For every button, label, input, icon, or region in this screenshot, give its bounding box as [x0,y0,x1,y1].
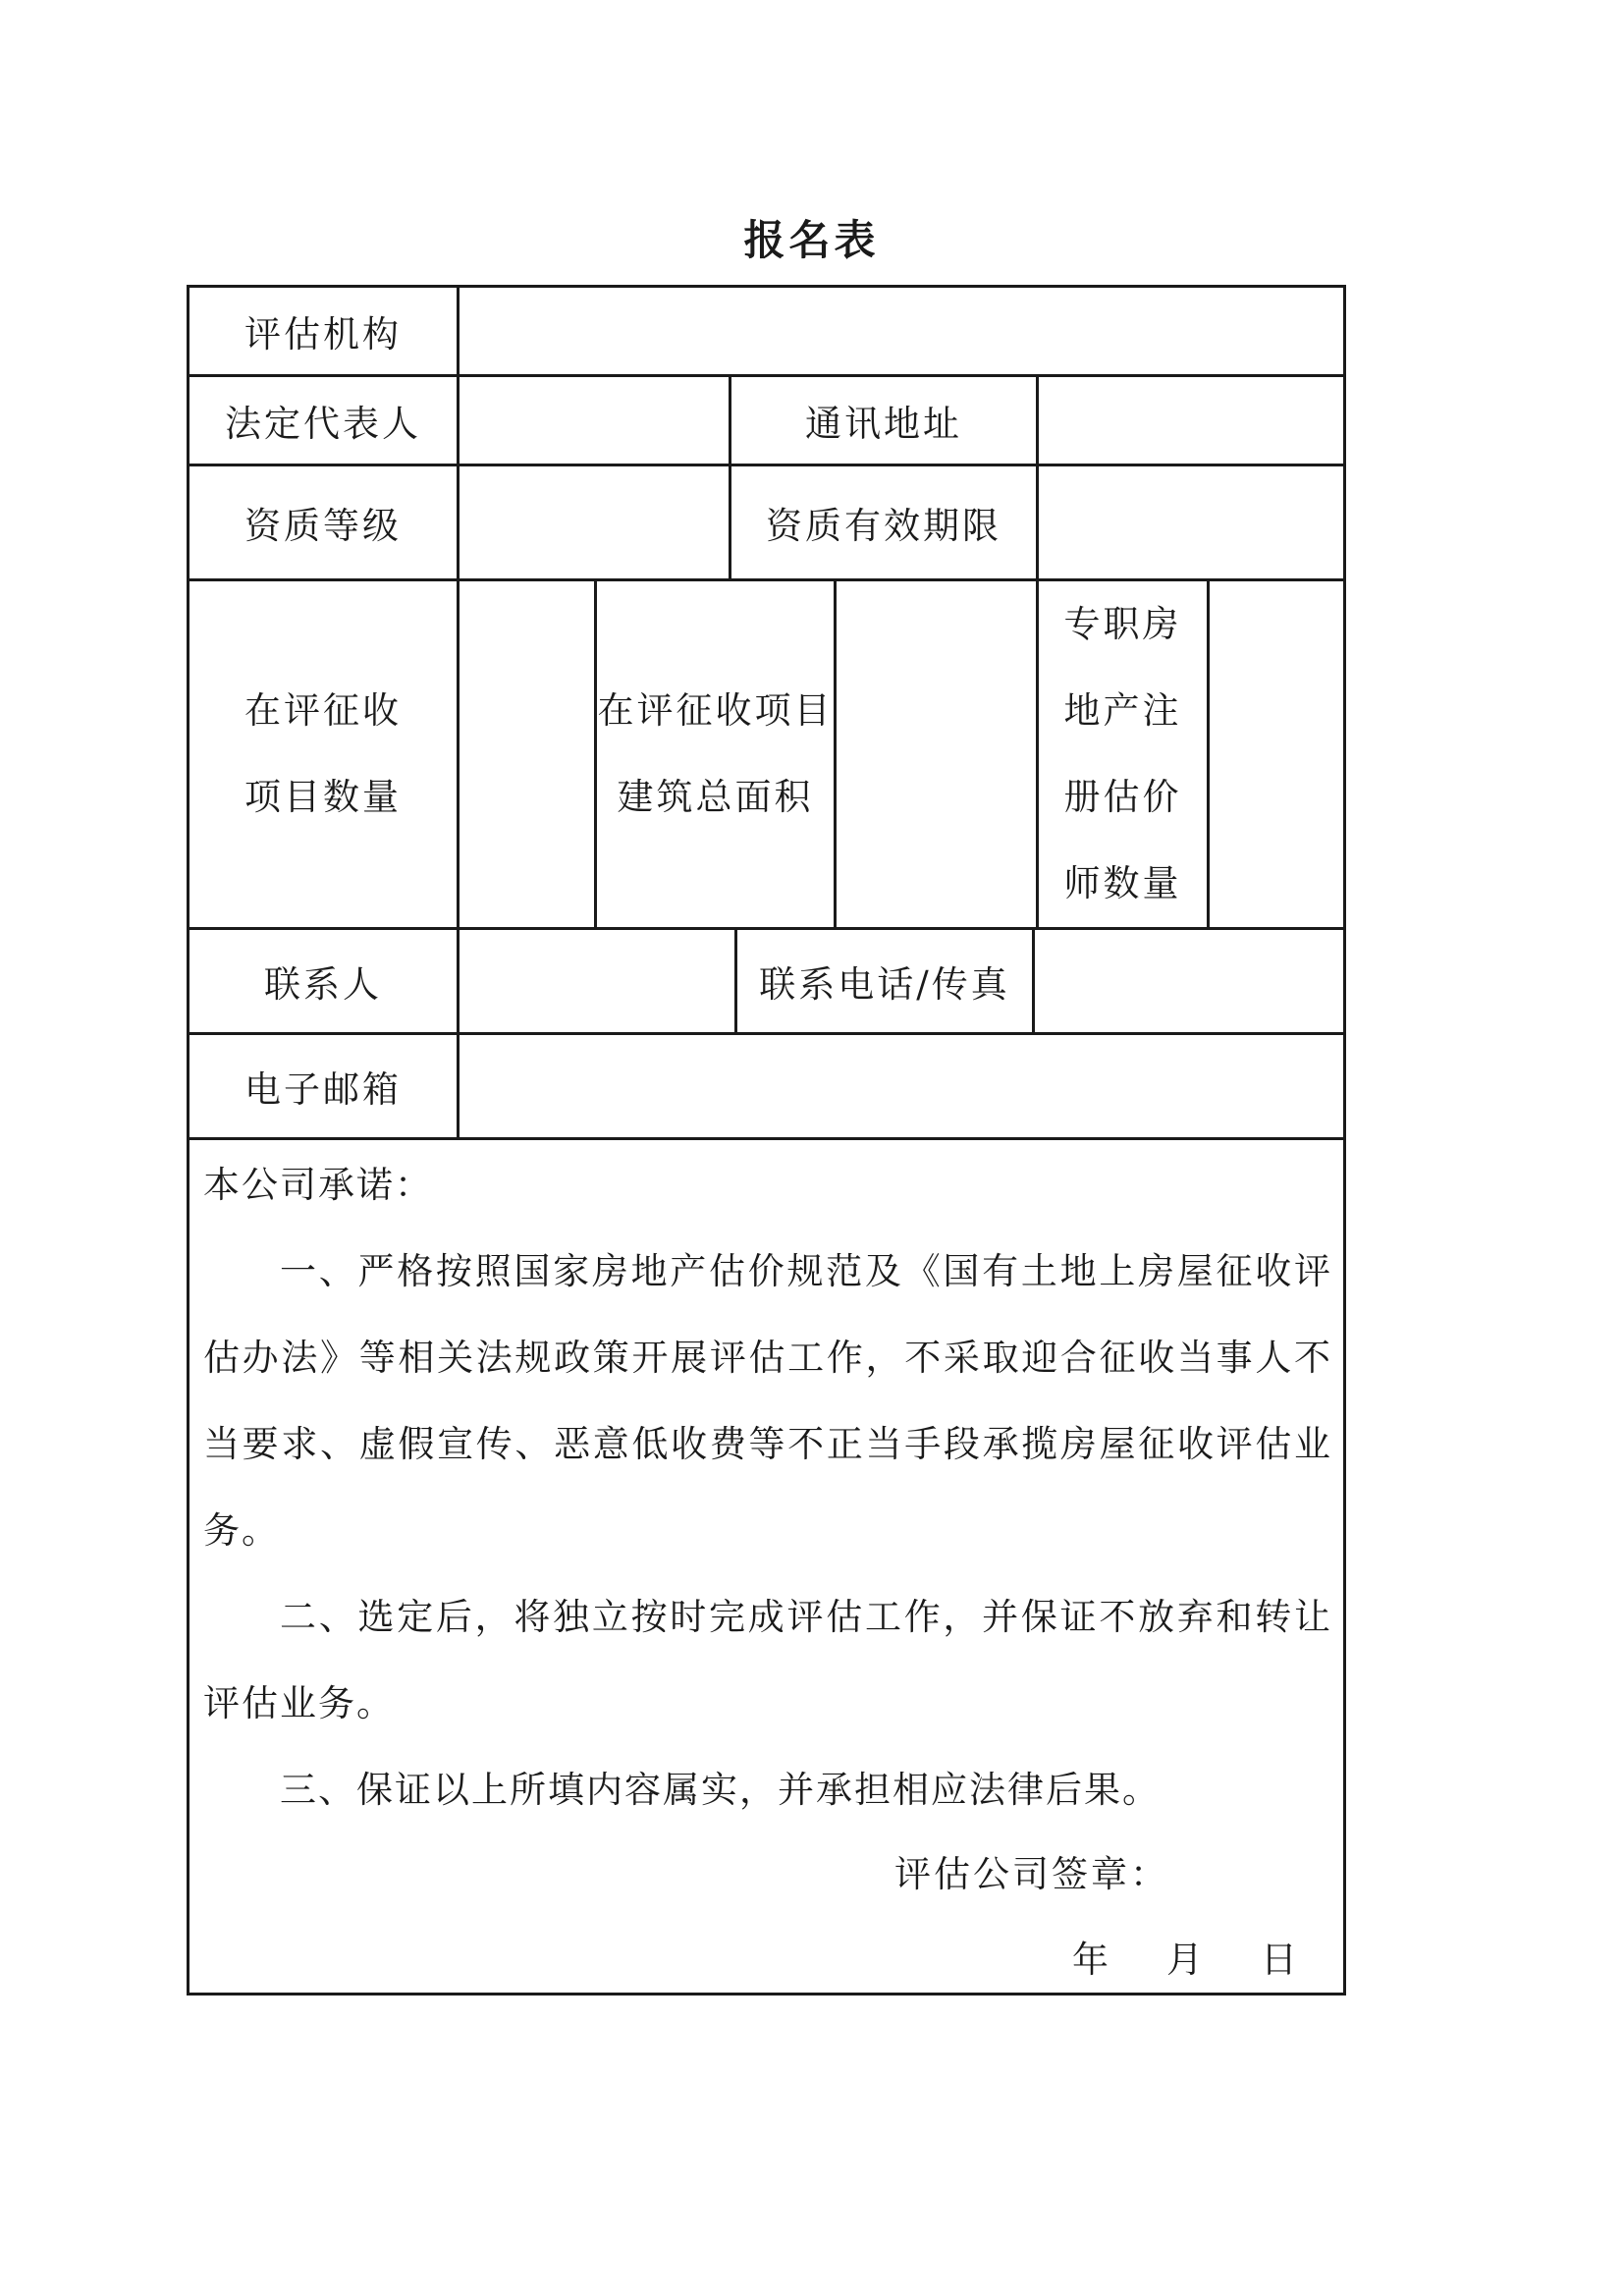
form-title: 报名表 [743,216,880,264]
qualification-period-field[interactable] [1039,466,1343,578]
address-label: 通讯地址 [805,403,962,445]
projects-area-label [597,581,834,927]
org-label: 评估机构 [244,313,402,355]
appraisers-label-line: 地产注 [1063,689,1182,732]
company-signature-label: 评估公司签章： [894,1853,1169,1895]
phone-field[interactable] [1035,930,1343,1032]
projects-area-label-line: 建筑总面积 [617,776,814,818]
appraisers-label-line: 师数量 [1063,862,1182,904]
date-day-label: 日 [1261,1939,1297,1981]
registration-form-table [187,285,1346,1995]
appraisers-label-line: 专职房 [1063,603,1182,645]
projects-count-label-line: 项目数量 [244,776,402,818]
address-field[interactable] [1039,377,1343,464]
contact-label: 联系人 [264,963,382,1006]
pledge-section [203,1142,1332,1833]
legal-rep-field[interactable] [460,377,729,464]
email-field[interactable] [460,1035,1343,1137]
appraisers-count-label [1039,581,1207,927]
projects-count-label [189,581,457,927]
projects-area-label-line: 在评征收项目 [597,689,834,732]
qualification-period-label: 资质有效期限 [766,505,1001,547]
pledge-item-2: 二、选定后，将独立按时完成评估工作，并保证不放弃和转让评估业务。 [203,1596,1332,1724]
projects-count-label-line: 在评征收 [244,689,402,732]
row-divider [189,1137,1343,1140]
pledge-heading: 本公司承诺： [203,1164,433,1206]
projects-count-field[interactable] [460,581,594,927]
org-field[interactable] [460,288,1343,374]
appraisers-count-field[interactable] [1210,581,1343,927]
legal-rep-label: 法定代表人 [225,403,421,445]
qualification-label: 资质等级 [244,505,402,547]
qualification-field[interactable] [460,466,729,578]
phone-label: 联系电话/传真 [759,963,1010,1006]
date-month-label: 月 [1166,1939,1203,1981]
projects-area-field[interactable] [837,581,1036,927]
date-row [1014,1930,1297,1983]
appraisers-label-line: 册估价 [1063,776,1182,818]
pledge-item-3: 三、保证以上所填内容属实，并承担相应法律后果。 [280,1769,1161,1811]
email-label: 电子邮箱 [244,1068,402,1111]
date-year-label: 年 [1072,1939,1109,1981]
contact-field[interactable] [460,930,734,1032]
pledge-item-1: 一、严格按照国家房地产估价规范及《国有土地上房屋征收评估办法》等相关法规政策开展评估工作，不采取迎合征收当事人不当要求、虚假宣传、恶意低收费等不正当手段承揽房屋征收评估业务。 [203,1250,1332,1552]
